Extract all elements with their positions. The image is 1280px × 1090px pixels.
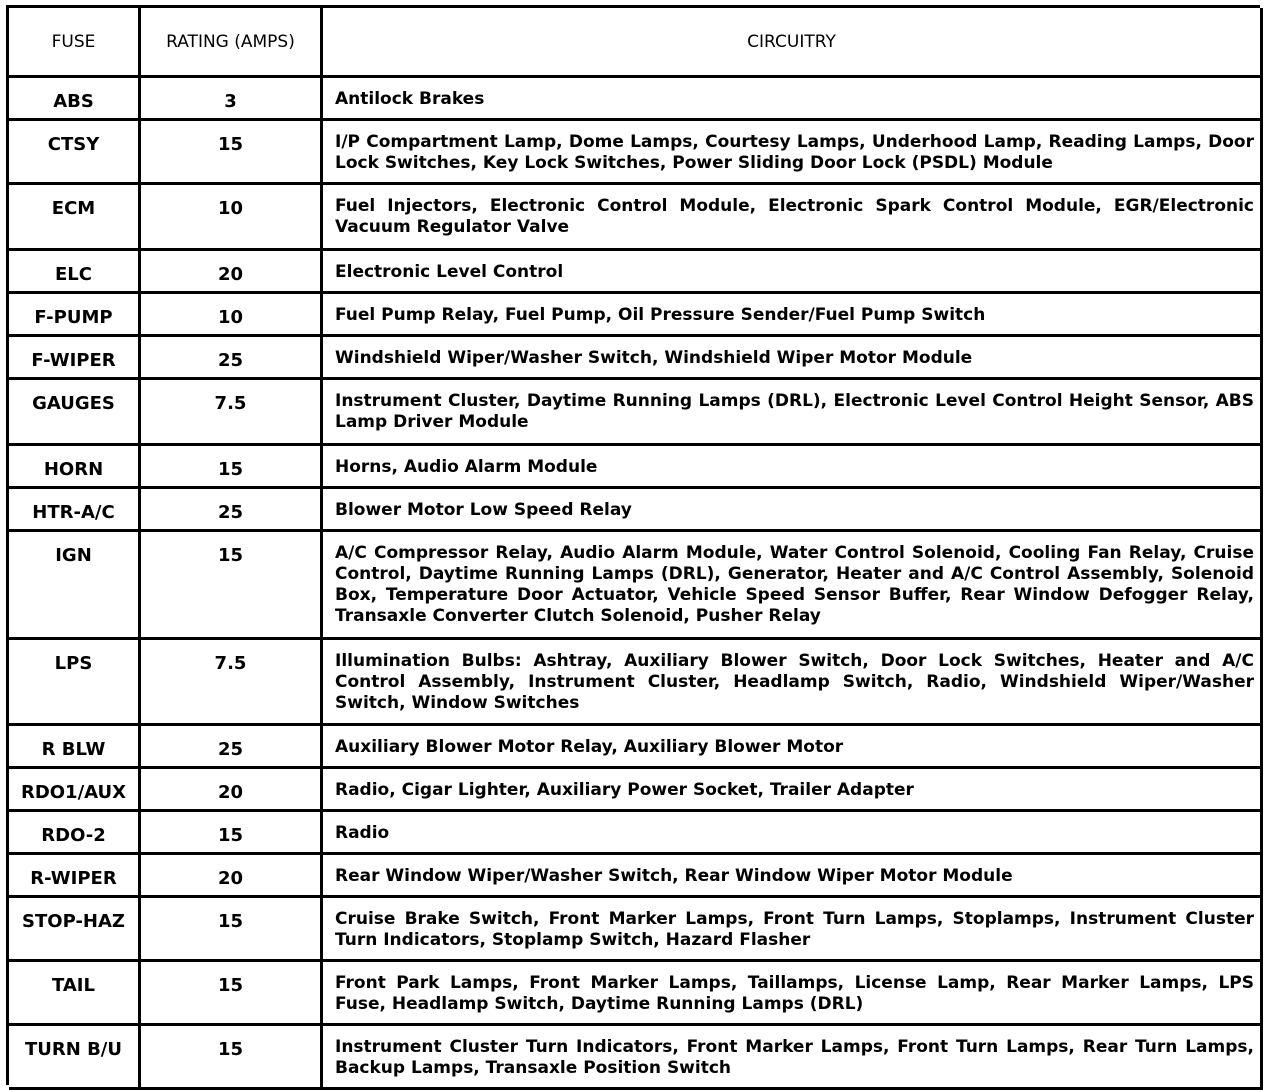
- header-rating: RATING (AMPS): [141, 8, 323, 78]
- circuitry-cell: Windshield Wiper/Washer Switch, Windshield Wiper Motor Module: [323, 337, 1263, 380]
- fuse-cell: TAIL: [9, 962, 141, 1026]
- fuse-cell: F-WIPER: [9, 337, 141, 380]
- fuse-cell: ELC: [9, 251, 141, 294]
- circuitry-cell: Cruise Brake Switch, Front Marker Lamps, Front Turn Lamps, Stoplamps, Instrument Cluster Turn Indicators, Stoplamp Switch, Hazard Flasher: [323, 898, 1263, 962]
- fuse-cell: LPS: [9, 640, 141, 726]
- fuse-table: [6, 5, 1260, 1085]
- header-circuitry: CIRCUITRY: [323, 8, 1263, 78]
- fuse-cell: TURN B/U: [9, 1026, 141, 1090]
- rating-cell: 20: [141, 251, 323, 294]
- rating-cell: 25: [141, 726, 323, 769]
- circuitry-cell: Blower Motor Low Speed Relay: [323, 489, 1263, 532]
- circuitry-cell: Electronic Level Control: [323, 251, 1263, 294]
- circuitry-cell: Rear Window Wiper/Washer Switch, Rear Window Wiper Motor Module: [323, 855, 1263, 898]
- circuitry-cell: A/C Compressor Relay, Audio Alarm Module, Water Control Solenoid, Cooling Fan Relay, Cruise Control, Daytime Running Lamps (DRL), Generator, Heater and A/C Control Assembly, Solenoid Box, Temperature Door Actuator, Vehicle Speed Sensor Buffer, Rear Window Defogger Relay, Transaxle Converter Clutch Solenoid, Pusher Relay: [323, 532, 1263, 640]
- circuitry-cell: Front Park Lamps, Front Marker Lamps, Taillamps, License Lamp, Rear Marker Lamps, LPS Fuse, Headlamp Switch, Daytime Running Lamps (DRL): [323, 962, 1263, 1026]
- circuitry-cell: Instrument Cluster, Daytime Running Lamps (DRL), Electronic Level Control Height Sensor, ABS Lamp Driver Module: [323, 380, 1263, 446]
- fuse-cell: ABS: [9, 78, 141, 121]
- fuse-cell: RDO1/AUX: [9, 769, 141, 812]
- rating-cell: 15: [141, 898, 323, 962]
- rating-cell: 15: [141, 962, 323, 1026]
- header-fuse: FUSE: [9, 8, 141, 78]
- rating-cell: 10: [141, 185, 323, 251]
- circuitry-cell: Fuel Pump Relay, Fuel Pump, Oil Pressure Sender/Fuel Pump Switch: [323, 294, 1263, 337]
- fuse-cell: STOP-HAZ: [9, 898, 141, 962]
- circuitry-cell: Radio, Cigar Lighter, Auxiliary Power Socket, Trailer Adapter: [323, 769, 1263, 812]
- circuitry-cell: I/P Compartment Lamp, Dome Lamps, Courtesy Lamps, Underhood Lamp, Reading Lamps, Door Lock Switches, Key Lock Switches, Power Sliding Door Lock (PSDL) Module: [323, 121, 1263, 185]
- rating-cell: 15: [141, 446, 323, 489]
- rating-cell: 15: [141, 121, 323, 185]
- circuitry-cell: Auxiliary Blower Motor Relay, Auxiliary Blower Motor: [323, 726, 1263, 769]
- circuitry-cell: Horns, Audio Alarm Module: [323, 446, 1263, 489]
- fuse-cell: RDO-2: [9, 812, 141, 855]
- rating-cell: 3: [141, 78, 323, 121]
- fuse-cell: R BLW: [9, 726, 141, 769]
- rating-cell: 15: [141, 812, 323, 855]
- fuse-cell: R-WIPER: [9, 855, 141, 898]
- fuse-cell: HTR-A/C: [9, 489, 141, 532]
- circuitry-cell: Illumination Bulbs: Ashtray, Auxiliary Blower Switch, Door Lock Switches, Heater and A/C Control Assembly, Instrument Cluster, Headlamp Switch, Radio, Windshield Wiper/Washer Switch, Window Switches: [323, 640, 1263, 726]
- rating-cell: 7.5: [141, 640, 323, 726]
- rating-cell: 25: [141, 489, 323, 532]
- fuse-cell: GAUGES: [9, 380, 141, 446]
- fuse-cell: IGN: [9, 532, 141, 640]
- rating-cell: 7.5: [141, 380, 323, 446]
- circuitry-cell: Instrument Cluster Turn Indicators, Front Marker Lamps, Front Turn Lamps, Rear Turn Lamps, Backup Lamps, Transaxle Position Switch: [323, 1026, 1263, 1090]
- circuitry-cell: Radio: [323, 812, 1263, 855]
- circuitry-cell: Antilock Brakes: [323, 78, 1263, 121]
- rating-cell: 15: [141, 1026, 323, 1090]
- rating-cell: 20: [141, 855, 323, 898]
- fuse-cell: CTSY: [9, 121, 141, 185]
- fuse-cell: F-PUMP: [9, 294, 141, 337]
- rating-cell: 25: [141, 337, 323, 380]
- rating-cell: 15: [141, 532, 323, 640]
- circuitry-cell: Fuel Injectors, Electronic Control Module, Electronic Spark Control Module, EGR/Electronic Vacuum Regulator Valve: [323, 185, 1263, 251]
- rating-cell: 20: [141, 769, 323, 812]
- fuse-cell: ECM: [9, 185, 141, 251]
- rating-cell: 10: [141, 294, 323, 337]
- fuse-cell: HORN: [9, 446, 141, 489]
